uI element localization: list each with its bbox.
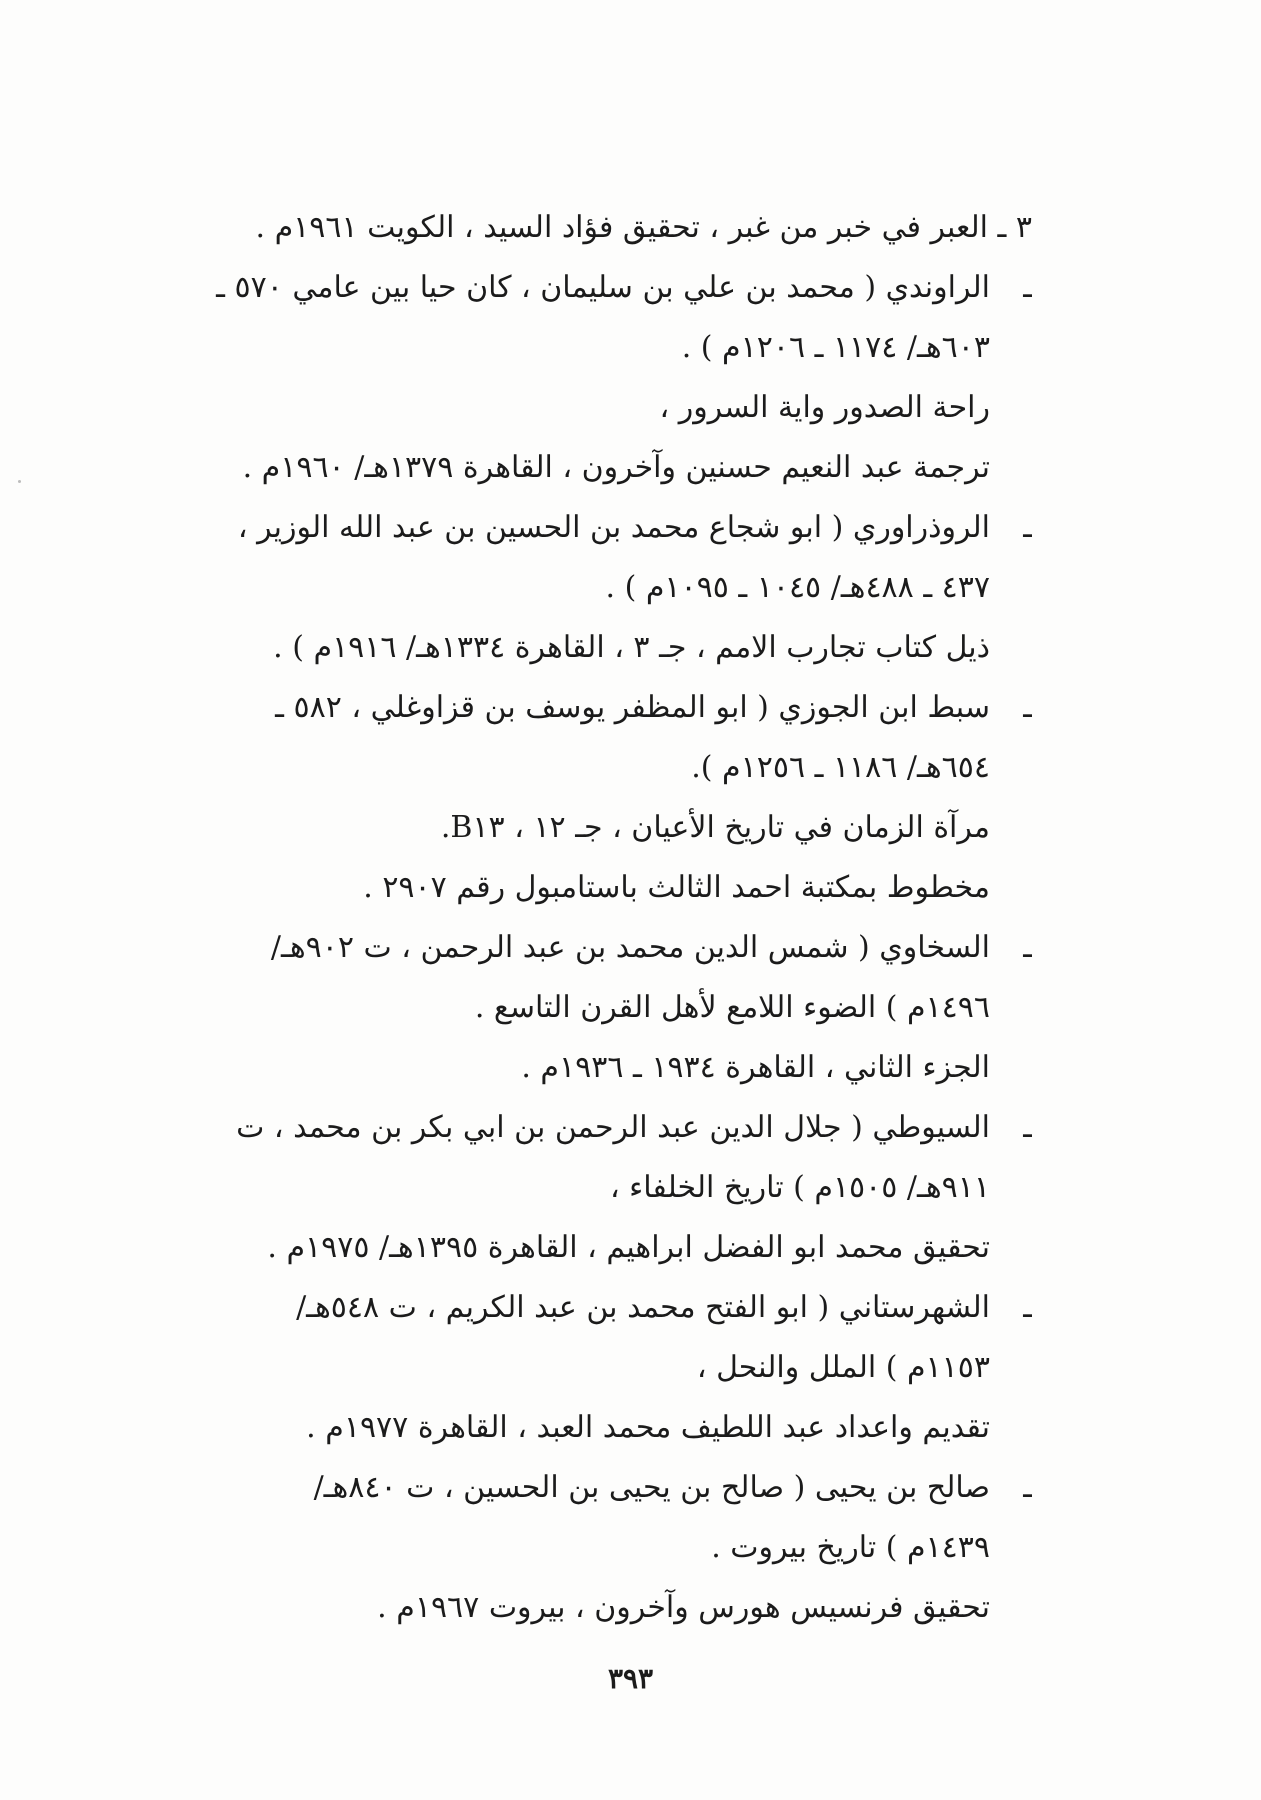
- text-line: [200, 1338, 1032, 1398]
- text-line: [200, 558, 1032, 618]
- line-text: ٤٣٧ ـ ٤٨٨هـ/ ١٠٤٥ ـ ١٠٩٥م ) .: [605, 570, 990, 605]
- entry-dash: ـ: [1023, 270, 1032, 305]
- line-text: تحقيق محمد ابو الفضل ابراهيم ، القاهرة ١٣٩٥هـ/ ١٩٧٥م .: [267, 1230, 990, 1265]
- text-line: [200, 1218, 1032, 1278]
- line-text: ٦٥٤هـ/ ١١٨٦ ـ ١٢٥٦م ).: [691, 750, 990, 785]
- text-line: [200, 1038, 1032, 1098]
- line-text: مرآة الزمان في تاريخ الأعيان ، جـ ١٢ ، B١٣.: [440, 810, 990, 845]
- line-text: ترجمة عبد النعيم حسنين وآخرون ، القاهرة ١٣٧٩هـ/ ١٩٦٠م .: [242, 450, 990, 485]
- entry-first-line: [200, 258, 1032, 318]
- page-number: ٣٩٣: [607, 1662, 654, 1695]
- line-text: ١٤٩٦م ) الضوء اللامع لأهل القرن التاسع .: [474, 990, 990, 1025]
- text-line: [200, 738, 1032, 798]
- text-line: [200, 1398, 1032, 1458]
- line-text: سبط ابن الجوزي ( ابو المظفر يوسف بن قزاوغلي ، ٥٨٢ ـ: [275, 690, 990, 725]
- line-text: تحقيق فرنسيس هورس وآخرون ، بيروت ١٩٦٧م .: [377, 1590, 990, 1625]
- line-text: السيوطي ( جلال الدين عبد الرحمن بن ابي بكر بن محمد ، ت: [236, 1110, 990, 1145]
- text-line: [200, 198, 1032, 258]
- text-line: [200, 798, 1032, 858]
- text-line: [200, 1158, 1032, 1218]
- line-text: ١١٥٣م ) الملل والنحل ،: [696, 1350, 990, 1385]
- line-text: مخطوط بمكتبة احمد الثالث باستامبول رقم ٢٩٠٧ .: [363, 870, 990, 905]
- line-text: ٣ ـ العبر في خبر من غبر ، تحقيق فؤاد السيد ، الكويت ١٩٦١م .: [255, 210, 1032, 245]
- entry-first-line: [200, 1098, 1032, 1158]
- entry-dash: ـ: [1023, 510, 1032, 545]
- text-line: [200, 378, 1032, 438]
- text-line: [200, 858, 1032, 918]
- entry-first-line: [200, 918, 1032, 978]
- line-text: الجزء الثاني ، القاهرة ١٩٣٤ ـ ١٩٣٦م .: [521, 1050, 990, 1085]
- entry-first-line: [200, 678, 1032, 738]
- entry-dash: ـ: [1023, 1110, 1032, 1145]
- line-text: الشهرستاني ( ابو الفتح محمد بن عبد الكريم ، ت ٥٤٨هـ/: [296, 1290, 990, 1325]
- text-line: [200, 978, 1032, 1038]
- line-text: الروذراوري ( ابو شجاع محمد بن الحسين بن عبد الله الوزير ،: [237, 510, 990, 545]
- text-line: [200, 618, 1032, 678]
- line-text: ذيل كتاب تجارب الامم ، جـ ٣ ، القاهرة ١٣٣٤هـ/ ١٩١٦م ) .: [273, 630, 990, 665]
- entry-dash: ـ: [1023, 1470, 1032, 1505]
- entry-first-line: [200, 1458, 1032, 1518]
- line-text: صالح بن يحيى ( صالح بن يحيى بن الحسين ، ت ٨٤٠هـ/: [313, 1470, 990, 1505]
- text-line: [200, 1518, 1032, 1578]
- bibliography-text: [200, 198, 1032, 1638]
- line-text: ٩١١هـ/ ١٥٠٥م ) تاريخ الخلفاء ،: [609, 1170, 990, 1205]
- line-text: راحة الصدور واية السرور ،: [659, 390, 990, 425]
- entry-dash: ـ: [1023, 1290, 1032, 1325]
- text-line: [200, 318, 1032, 378]
- line-text: السخاوي ( شمس الدين محمد بن عبد الرحمن ، ت ٩٠٢هـ/: [270, 930, 990, 965]
- entry-dash: ـ: [1023, 930, 1032, 965]
- scan-speck: [18, 480, 21, 483]
- text-line: [200, 438, 1032, 498]
- text-line: [200, 1578, 1032, 1638]
- entry-dash: ـ: [1023, 690, 1032, 725]
- line-text: الراوندي ( محمد بن علي بن سليمان ، كان حيا بين عامي ٥٧٠ ـ: [216, 270, 990, 305]
- entry-first-line: [200, 1278, 1032, 1338]
- line-text: تقديم واعداد عبد اللطيف محمد العبد ، القاهرة ١٩٧٧م .: [306, 1410, 990, 1445]
- entry-first-line: [200, 498, 1032, 558]
- line-text: ١٤٣٩م ) تاريخ بيروت .: [711, 1530, 990, 1565]
- line-text: ٦٠٣هـ/ ١١٧٤ ـ ١٢٠٦م ) .: [681, 330, 990, 365]
